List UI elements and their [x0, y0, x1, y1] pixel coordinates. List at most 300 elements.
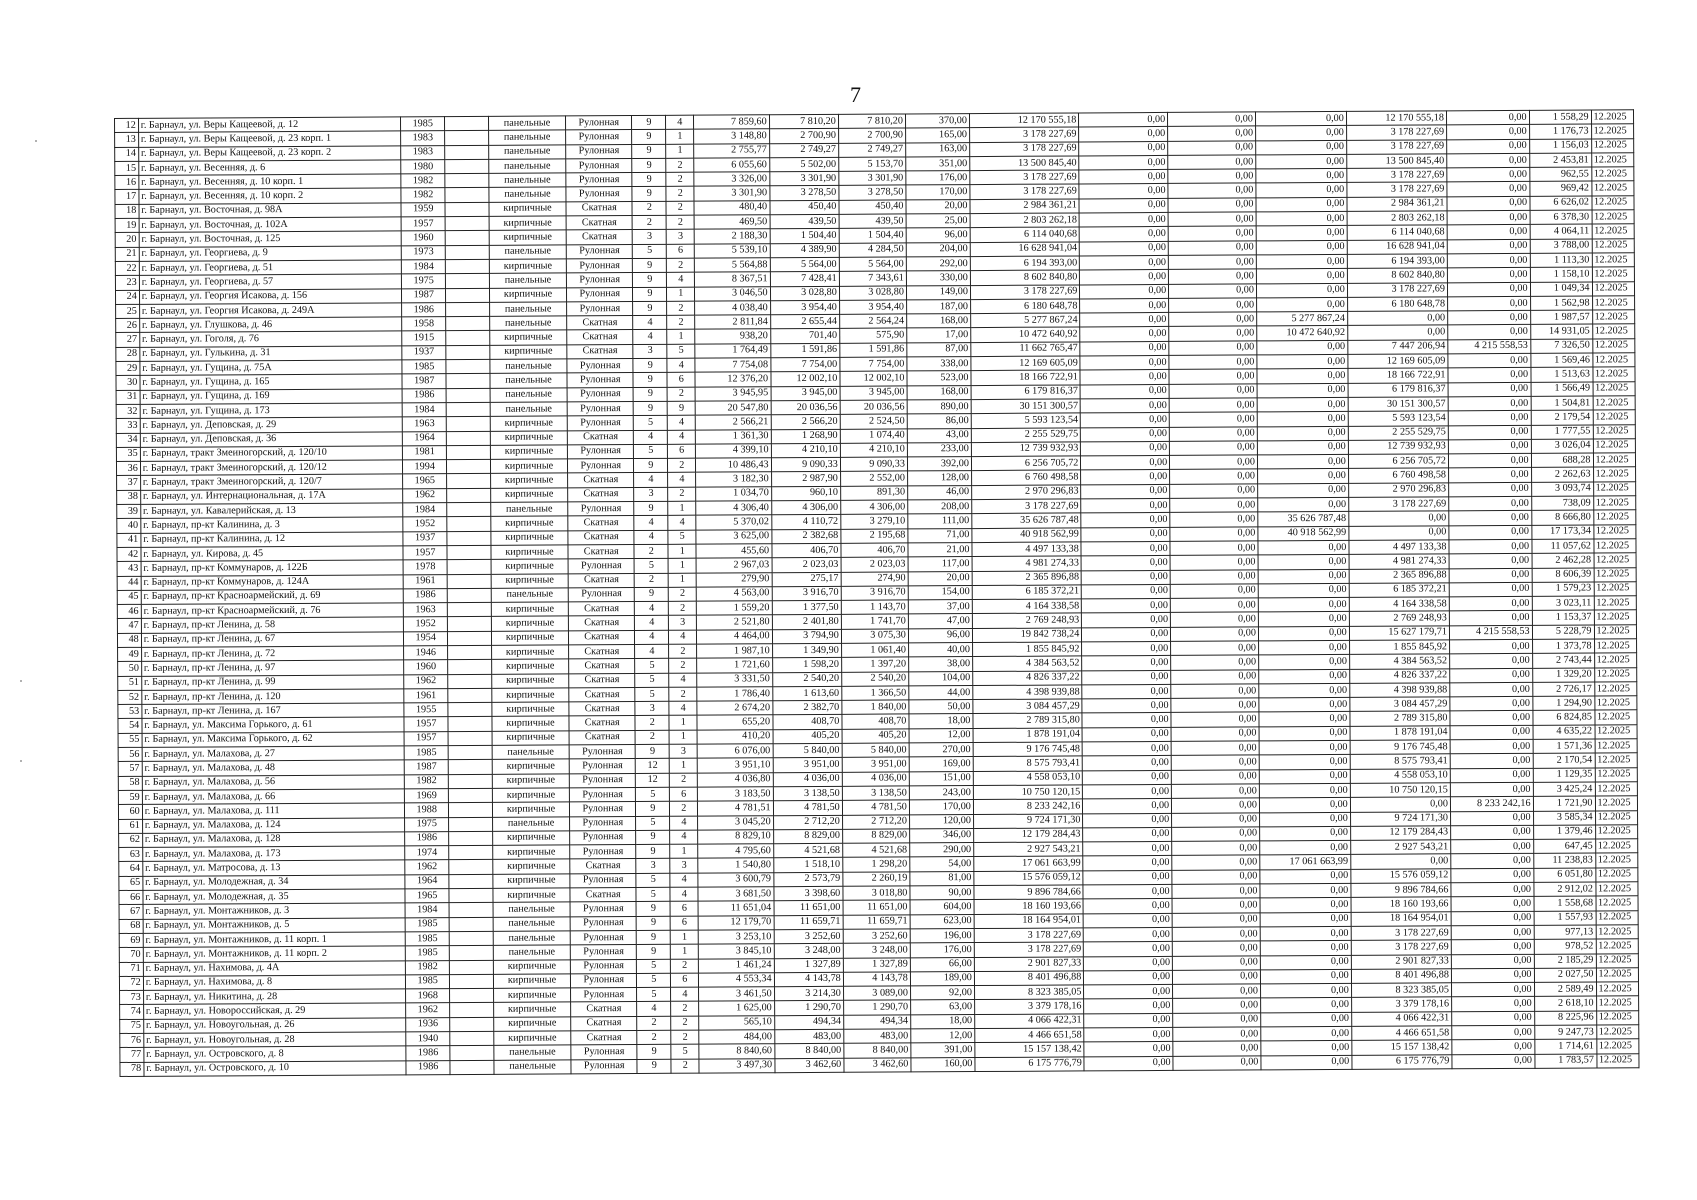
residential-area: 3 075,30	[841, 629, 908, 644]
roof-type: Скатная	[569, 687, 635, 702]
cost-cell: 0,00	[1450, 782, 1533, 797]
cost-cell: 0,00	[1451, 882, 1534, 897]
row-number: 24	[115, 290, 139, 304]
cost-cell: 0,00	[1172, 884, 1260, 899]
address: г. Барнаул, ул. Веры Кащеевой, д. 23 корп. 2	[138, 145, 400, 161]
row-number: 43	[117, 562, 141, 576]
residents-count: 12,00	[909, 728, 973, 743]
cost-cell: 0,00	[1083, 899, 1172, 914]
cost-cell: 0,00	[1260, 883, 1351, 898]
blank-cell	[446, 359, 489, 374]
cost-cell: 0,00	[1449, 539, 1532, 554]
cost-per-sqm: 1 987,57	[1530, 310, 1592, 325]
cost-cell: 0,00	[1079, 198, 1168, 213]
year-built: 1994	[403, 460, 447, 475]
entrances-count: 1	[669, 716, 697, 730]
cost-cell: 18 160 193,66	[1351, 897, 1451, 912]
repair-deadline: 12.2025	[1593, 496, 1636, 511]
cost-per-sqm: 5 228,79	[1532, 625, 1594, 640]
address: г. Барнаул, ул. Малахова, д. 66	[142, 789, 404, 805]
roof-type: Скатная	[569, 702, 635, 717]
cost-cell: 0,00	[1350, 797, 1450, 812]
repair-deadline: 12.2025	[1594, 682, 1637, 697]
cost-cell: 0,00	[1079, 170, 1168, 185]
wall-material: панельные	[490, 388, 568, 403]
row-number: 25	[116, 304, 140, 318]
residential-area: 4 284,50	[839, 243, 906, 258]
premises-area: 439,50	[770, 214, 839, 229]
cost-per-sqm: 688,28	[1531, 453, 1593, 468]
cost-cell: 0,00	[1446, 110, 1529, 125]
premises-area: 3 954,40	[770, 300, 839, 315]
total-area: 12 376,20	[695, 372, 770, 387]
floors-count: 9	[637, 945, 671, 959]
roof-type: Рулонная	[568, 587, 634, 602]
year-built: 1962	[403, 488, 447, 503]
cost-cell: 0,00	[1168, 212, 1256, 227]
cost-cell: 0,00	[1257, 455, 1348, 470]
cost-cell: 6 194 393,00	[1347, 254, 1447, 269]
address: г. Барнаул, ул. Новоугольная, д. 26	[143, 1018, 405, 1034]
total-area: 3 301,90	[694, 186, 769, 201]
cost-cell: 0,00	[1256, 211, 1347, 226]
residential-area: 3 278,50	[839, 185, 906, 200]
premises-area: 3 916,70	[772, 586, 841, 601]
entrances-count: 2	[666, 172, 694, 186]
total-cost: 1 878 191,04	[973, 728, 1083, 743]
cost-cell: 0,00	[1168, 141, 1256, 156]
year-built: 1983	[401, 145, 445, 160]
blank-cell	[446, 231, 489, 246]
total-area: 11 651,04	[698, 901, 773, 916]
year-built: 1965	[403, 474, 447, 489]
year-built: 1987	[402, 374, 446, 389]
floors-count: 4	[634, 430, 668, 444]
row-number: 14	[115, 147, 139, 161]
premises-area: 960,10	[771, 486, 840, 501]
roof-type: Рулонная	[566, 116, 632, 131]
address: г. Барнаул, ул. Малахова, д. 173	[142, 846, 404, 862]
total-cost: 2 769 248,93	[972, 613, 1082, 628]
total-area: 3 951,10	[697, 758, 772, 773]
blank-cell	[448, 602, 491, 617]
cost-cell: 0,00	[1173, 1027, 1261, 1042]
roof-type: Рулонная	[571, 1045, 637, 1060]
premises-area: 1 349,90	[772, 643, 841, 658]
floors-count: 5	[636, 873, 670, 887]
cost-cell: 0,00	[1082, 670, 1171, 685]
blank-cell	[448, 674, 491, 689]
cost-cell: 9 176 745,48	[1350, 740, 1450, 755]
wall-material: кирпичные	[491, 645, 569, 660]
blank-cell	[446, 316, 489, 331]
address: г. Барнаул, ул. Деповская, д. 29	[140, 417, 402, 433]
repair-deadline: 12.2025	[1593, 524, 1636, 539]
row-number: 51	[118, 676, 142, 690]
cost-cell: 0,00	[1081, 484, 1170, 499]
year-built: 1982	[404, 774, 448, 789]
residential-area: 3 089,00	[843, 986, 910, 1001]
year-built: 1957	[404, 717, 448, 732]
wall-material: кирпичные	[491, 602, 569, 617]
blank-cell	[445, 131, 488, 146]
wall-material: панельные	[489, 173, 567, 188]
cost-cell: 0,00	[1168, 255, 1256, 270]
cost-cell: 0,00	[1168, 241, 1256, 256]
repair-deadline: 12.2025	[1592, 296, 1635, 311]
cost-cell: 0,00	[1172, 784, 1260, 799]
total-area: 6 076,00	[697, 744, 772, 759]
premises-area: 2 401,80	[772, 615, 841, 630]
total-area: 4 563,00	[696, 587, 771, 602]
cost-cell: 0,00	[1171, 712, 1259, 727]
residents-count: 149,00	[906, 285, 970, 300]
cost-cell: 0,00	[1081, 470, 1170, 485]
year-built: 1961	[403, 574, 447, 589]
cost-cell: 0,00	[1258, 497, 1349, 512]
wall-material: кирпичные	[490, 488, 568, 503]
blank-cell	[448, 731, 491, 746]
cost-cell: 0,00	[1171, 669, 1259, 684]
cost-cell: 12 170 555,18	[1346, 111, 1446, 126]
premises-area: 2 700,90	[769, 129, 838, 144]
blank-cell	[450, 1046, 493, 1061]
total-area: 20 547,80	[695, 401, 770, 416]
cost-per-sqm: 2 185,29	[1534, 953, 1596, 968]
floors-count: 9	[635, 744, 669, 758]
residents-count: 170,00	[906, 185, 970, 200]
cost-cell: 0,00	[1080, 241, 1169, 256]
cost-cell: 0,00	[1448, 325, 1531, 340]
row-number: 41	[117, 533, 141, 547]
total-cost: 18 160 193,66	[974, 899, 1084, 914]
year-built: 1988	[404, 803, 448, 818]
roof-type: Рулонная	[568, 502, 634, 517]
cost-cell: 0,00	[1261, 998, 1352, 1013]
entrances-count: 6	[667, 373, 695, 387]
cost-cell: 0,00	[1084, 999, 1173, 1014]
cost-per-sqm: 2 453,81	[1529, 153, 1591, 168]
total-area: 4 399,10	[696, 444, 771, 459]
address: г. Барнаул, ул. Островского, д. 10	[144, 1060, 406, 1076]
cost-cell: 3 178 227,69	[1347, 168, 1447, 183]
cost-cell: 6 256 705,72	[1348, 454, 1448, 469]
cost-cell: 0,00	[1169, 269, 1257, 284]
floors-count: 5	[634, 559, 668, 573]
residents-count: 18,00	[909, 714, 973, 729]
residential-area: 2 700,90	[838, 128, 905, 143]
address: г. Барнаул, тракт Змеиногорский, д. 120/7	[140, 474, 402, 490]
roof-type: Рулонная	[567, 401, 633, 416]
cost-cell: 0,00	[1257, 469, 1348, 484]
cost-cell: 0,00	[1080, 298, 1169, 313]
blank-cell	[447, 402, 490, 417]
blank-cell	[449, 760, 492, 775]
residential-area: 1 741,70	[841, 614, 908, 629]
cost-cell: 0,00	[1260, 898, 1351, 913]
roof-type: Рулонная	[570, 845, 636, 860]
cost-per-sqm: 2 027,50	[1534, 968, 1596, 983]
row-number: 40	[117, 519, 141, 533]
blank-cell	[445, 159, 488, 174]
roof-type: Скатная	[569, 730, 635, 745]
cost-cell: 0,00	[1081, 498, 1170, 513]
residential-area: 3 916,70	[841, 586, 908, 601]
residents-count: 196,00	[910, 928, 974, 943]
row-number: 66	[119, 890, 143, 904]
entrances-count: 4	[670, 816, 698, 830]
total-area: 1 721,60	[697, 658, 772, 673]
row-number: 34	[116, 433, 140, 447]
cost-cell: 5 593 123,54	[1348, 411, 1448, 426]
cost-cell: 0,00	[1450, 739, 1533, 754]
address: г. Барнаул, ул. Малахова, д. 48	[142, 760, 404, 776]
cost-cell: 0,00	[1448, 353, 1531, 368]
cost-cell: 0,00	[1448, 468, 1531, 483]
cost-cell: 0,00	[1173, 984, 1261, 999]
entrances-count: 1	[670, 759, 698, 773]
blank-cell	[450, 931, 493, 946]
roof-type: Скатная	[571, 1016, 637, 1031]
cost-cell: 0,00	[1168, 126, 1256, 141]
total-cost: 18 166 722,91	[971, 370, 1081, 385]
cost-cell: 0,00	[1449, 511, 1532, 526]
cost-per-sqm: 9 247,73	[1534, 1025, 1596, 1040]
cost-cell: 0,00	[1261, 1041, 1352, 1056]
total-area: 2 755,77	[694, 143, 769, 158]
residential-area: 483,00	[844, 1029, 911, 1044]
roof-type: Рулонная	[571, 1059, 637, 1074]
repair-deadline: 12.2025	[1592, 224, 1635, 239]
residents-count: 12,00	[911, 1029, 975, 1044]
total-area: 10 486,43	[696, 458, 771, 473]
cost-cell: 0,00	[1170, 584, 1258, 599]
floors-count: 4	[633, 315, 667, 329]
residential-area: 2 552,00	[840, 471, 907, 486]
cost-cell: 3 178 227,69	[1351, 926, 1451, 941]
entrances-count: 5	[671, 1044, 699, 1058]
blank-cell	[446, 331, 489, 346]
roof-type: Рулонная	[569, 745, 635, 760]
cost-cell: 2 901 827,33	[1351, 954, 1451, 969]
cost-cell: 4 398 939,88	[1350, 683, 1450, 698]
total-area: 3 148,80	[694, 129, 769, 144]
cost-cell: 0,00	[1447, 196, 1530, 211]
residents-count: 351,00	[906, 156, 970, 171]
cost-cell: 0,00	[1170, 484, 1258, 499]
year-built: 1961	[404, 688, 448, 703]
total-cost: 4 164 338,58	[972, 599, 1082, 614]
premises-area: 3 278,50	[770, 186, 839, 201]
cost-cell: 0,00	[1448, 453, 1531, 468]
cost-cell: 0,00	[1449, 596, 1532, 611]
cost-cell: 4 558 053,10	[1350, 768, 1450, 783]
cost-cell: 0,00	[1084, 1013, 1173, 1028]
entrances-count: 9	[668, 401, 696, 415]
cost-cell: 0,00	[1447, 182, 1530, 197]
floors-count: 5	[637, 987, 671, 1001]
wall-material: панельные	[494, 1059, 572, 1074]
roof-type: Скатная	[566, 216, 632, 231]
row-number: 31	[116, 390, 140, 404]
wall-material: кирпичные	[492, 731, 570, 746]
repair-deadline: 12.2025	[1596, 1010, 1639, 1025]
cost-cell: 0,00	[1084, 1042, 1173, 1057]
cost-cell: 0,00	[1447, 239, 1530, 254]
premises-area: 3 214,30	[774, 986, 843, 1001]
cost-cell: 15 576 059,12	[1351, 869, 1451, 884]
address: г. Барнаул, ул. Монтажников, д. 5	[143, 917, 405, 933]
premises-area: 11 659,71	[774, 915, 843, 930]
year-built: 1986	[406, 1060, 450, 1075]
cost-cell: 0,00	[1258, 540, 1349, 555]
residential-area: 1 327,89	[843, 957, 910, 972]
roof-type: Скатная	[568, 516, 634, 531]
cost-per-sqm: 1 153,37	[1532, 610, 1594, 625]
row-number: 52	[118, 690, 142, 704]
cost-cell: 0,00	[1080, 284, 1169, 299]
entrances-count: 4	[669, 701, 697, 715]
entrances-count: 4	[669, 673, 697, 687]
entrances-count: 1	[668, 501, 696, 515]
roof-type: Рулонная	[567, 416, 633, 431]
residents-count: 346,00	[909, 828, 973, 843]
blank-cell	[448, 631, 491, 646]
premises-area: 3 398,60	[774, 886, 843, 901]
wall-material: кирпичные	[491, 616, 569, 631]
premises-area: 12 002,10	[771, 372, 840, 387]
residents-count: 890,00	[907, 400, 971, 415]
page-number: 7	[850, 82, 861, 107]
cost-cell: 0,00	[1347, 311, 1447, 326]
cost-cell: 0,00	[1171, 684, 1259, 699]
cost-cell: 0,00	[1259, 798, 1350, 813]
cost-cell: 0,00	[1450, 811, 1533, 826]
total-cost: 3 178 227,69	[970, 142, 1080, 157]
cost-cell: 0,00	[1169, 412, 1257, 427]
entrances-count: 1	[668, 573, 696, 587]
row-number: 28	[116, 347, 140, 361]
entrances-count: 1	[666, 144, 694, 158]
cost-cell: 0,00	[1259, 698, 1350, 713]
residential-area: 1 290,70	[843, 1000, 910, 1015]
row-number: 57	[118, 762, 142, 776]
total-cost: 4 398 939,88	[973, 685, 1083, 700]
cost-cell: 0,00	[1080, 341, 1169, 356]
floors-count: 2	[637, 1030, 671, 1044]
total-cost: 2 255 529,75	[971, 427, 1081, 442]
cost-cell: 0,00	[1257, 383, 1348, 398]
cost-cell: 0,00	[1173, 1056, 1261, 1071]
cost-cell: 0,00	[1259, 812, 1350, 827]
cost-cell: 0,00	[1170, 469, 1258, 484]
entrances-count: 1	[669, 730, 697, 744]
cost-cell: 0,00	[1168, 183, 1256, 198]
roof-type: Скатная	[571, 1002, 637, 1017]
cost-per-sqm: 2 589,49	[1534, 982, 1596, 997]
residential-area: 4 036,00	[842, 772, 909, 787]
total-area: 6 055,60	[694, 158, 769, 173]
cost-cell: 0,00	[1082, 599, 1171, 614]
cost-cell: 5 277 867,24	[1257, 312, 1348, 327]
year-built: 1962	[405, 860, 449, 875]
year-built: 1982	[405, 960, 449, 975]
residential-area: 575,90	[840, 328, 907, 343]
year-built: 1981	[402, 445, 446, 460]
residential-area: 1 061,40	[841, 643, 908, 658]
blank-cell	[447, 488, 490, 503]
cost-cell: 0,00	[1171, 612, 1259, 627]
cost-per-sqm: 738,09	[1531, 496, 1593, 511]
repair-deadline: 12.2025	[1592, 238, 1635, 253]
cost-cell: 0,00	[1169, 384, 1257, 399]
year-built: 1946	[404, 646, 448, 661]
residential-area: 408,70	[842, 714, 909, 729]
wall-material: кирпичные	[492, 831, 570, 846]
cost-cell: 0,00	[1452, 1040, 1535, 1055]
cost-cell: 0,00	[1173, 1013, 1261, 1028]
repair-deadline: 12.2025	[1595, 853, 1638, 868]
address: г. Барнаул, ул. Георгия Исакова, д. 156	[139, 288, 401, 304]
cost-per-sqm: 3 425,24	[1533, 782, 1595, 797]
address: г. Барнаул, ул. Максима Горького, д. 62	[142, 732, 404, 748]
row-number: 67	[119, 905, 143, 919]
cost-per-sqm: 977,13	[1534, 925, 1596, 940]
residents-count: 90,00	[910, 886, 974, 901]
row-number: 62	[119, 833, 143, 847]
repair-deadline: 12.2025	[1595, 725, 1638, 740]
cost-cell: 0,00	[1451, 839, 1534, 854]
cost-cell: 4 066 422,31	[1351, 1012, 1451, 1027]
year-built: 1962	[404, 674, 448, 689]
premises-area: 7 428,41	[770, 272, 839, 287]
row-number: 45	[117, 590, 141, 604]
total-cost: 2 901 827,33	[974, 956, 1084, 971]
total-area: 2 566,21	[695, 415, 770, 430]
cost-cell: 0,00	[1447, 253, 1530, 268]
address: г. Барнаул, ул. Кирова, д. 45	[141, 546, 403, 562]
premises-area: 2 382,68	[771, 529, 840, 544]
blank-cell	[449, 788, 492, 803]
repair-deadline: 12.2025	[1595, 839, 1638, 854]
cost-cell: 7 447 206,94	[1348, 340, 1448, 355]
entrances-count: 2	[669, 644, 697, 658]
premises-area: 2 382,70	[772, 700, 841, 715]
year-built: 1965	[405, 889, 449, 904]
cost-per-sqm: 962,55	[1529, 167, 1591, 182]
cost-cell: 0,00	[1257, 412, 1348, 427]
total-area: 8 829,10	[698, 830, 773, 845]
wall-material: кирпичные	[491, 573, 569, 588]
blank-cell	[447, 417, 490, 432]
cost-cell: 0,00	[1451, 868, 1534, 883]
cost-per-sqm: 1 783,57	[1534, 1054, 1596, 1069]
floors-count: 5	[637, 959, 671, 973]
blank-cell	[447, 560, 490, 575]
total-cost: 6 179 816,37	[971, 385, 1081, 400]
entrances-count: 2	[669, 601, 697, 615]
entrances-count: 4	[671, 987, 699, 1001]
cost-cell: 3 178 227,69	[1346, 125, 1446, 140]
address: г. Барнаул, ул. Монтажников, д. 3	[143, 903, 405, 919]
cost-cell: 0,00	[1259, 683, 1350, 698]
year-built: 1985	[405, 932, 449, 947]
total-area: 279,90	[696, 572, 771, 587]
row-number: 69	[119, 933, 143, 947]
entrances-count: 1	[668, 558, 696, 572]
row-number: 26	[116, 319, 140, 333]
floors-count: 9	[636, 916, 670, 930]
